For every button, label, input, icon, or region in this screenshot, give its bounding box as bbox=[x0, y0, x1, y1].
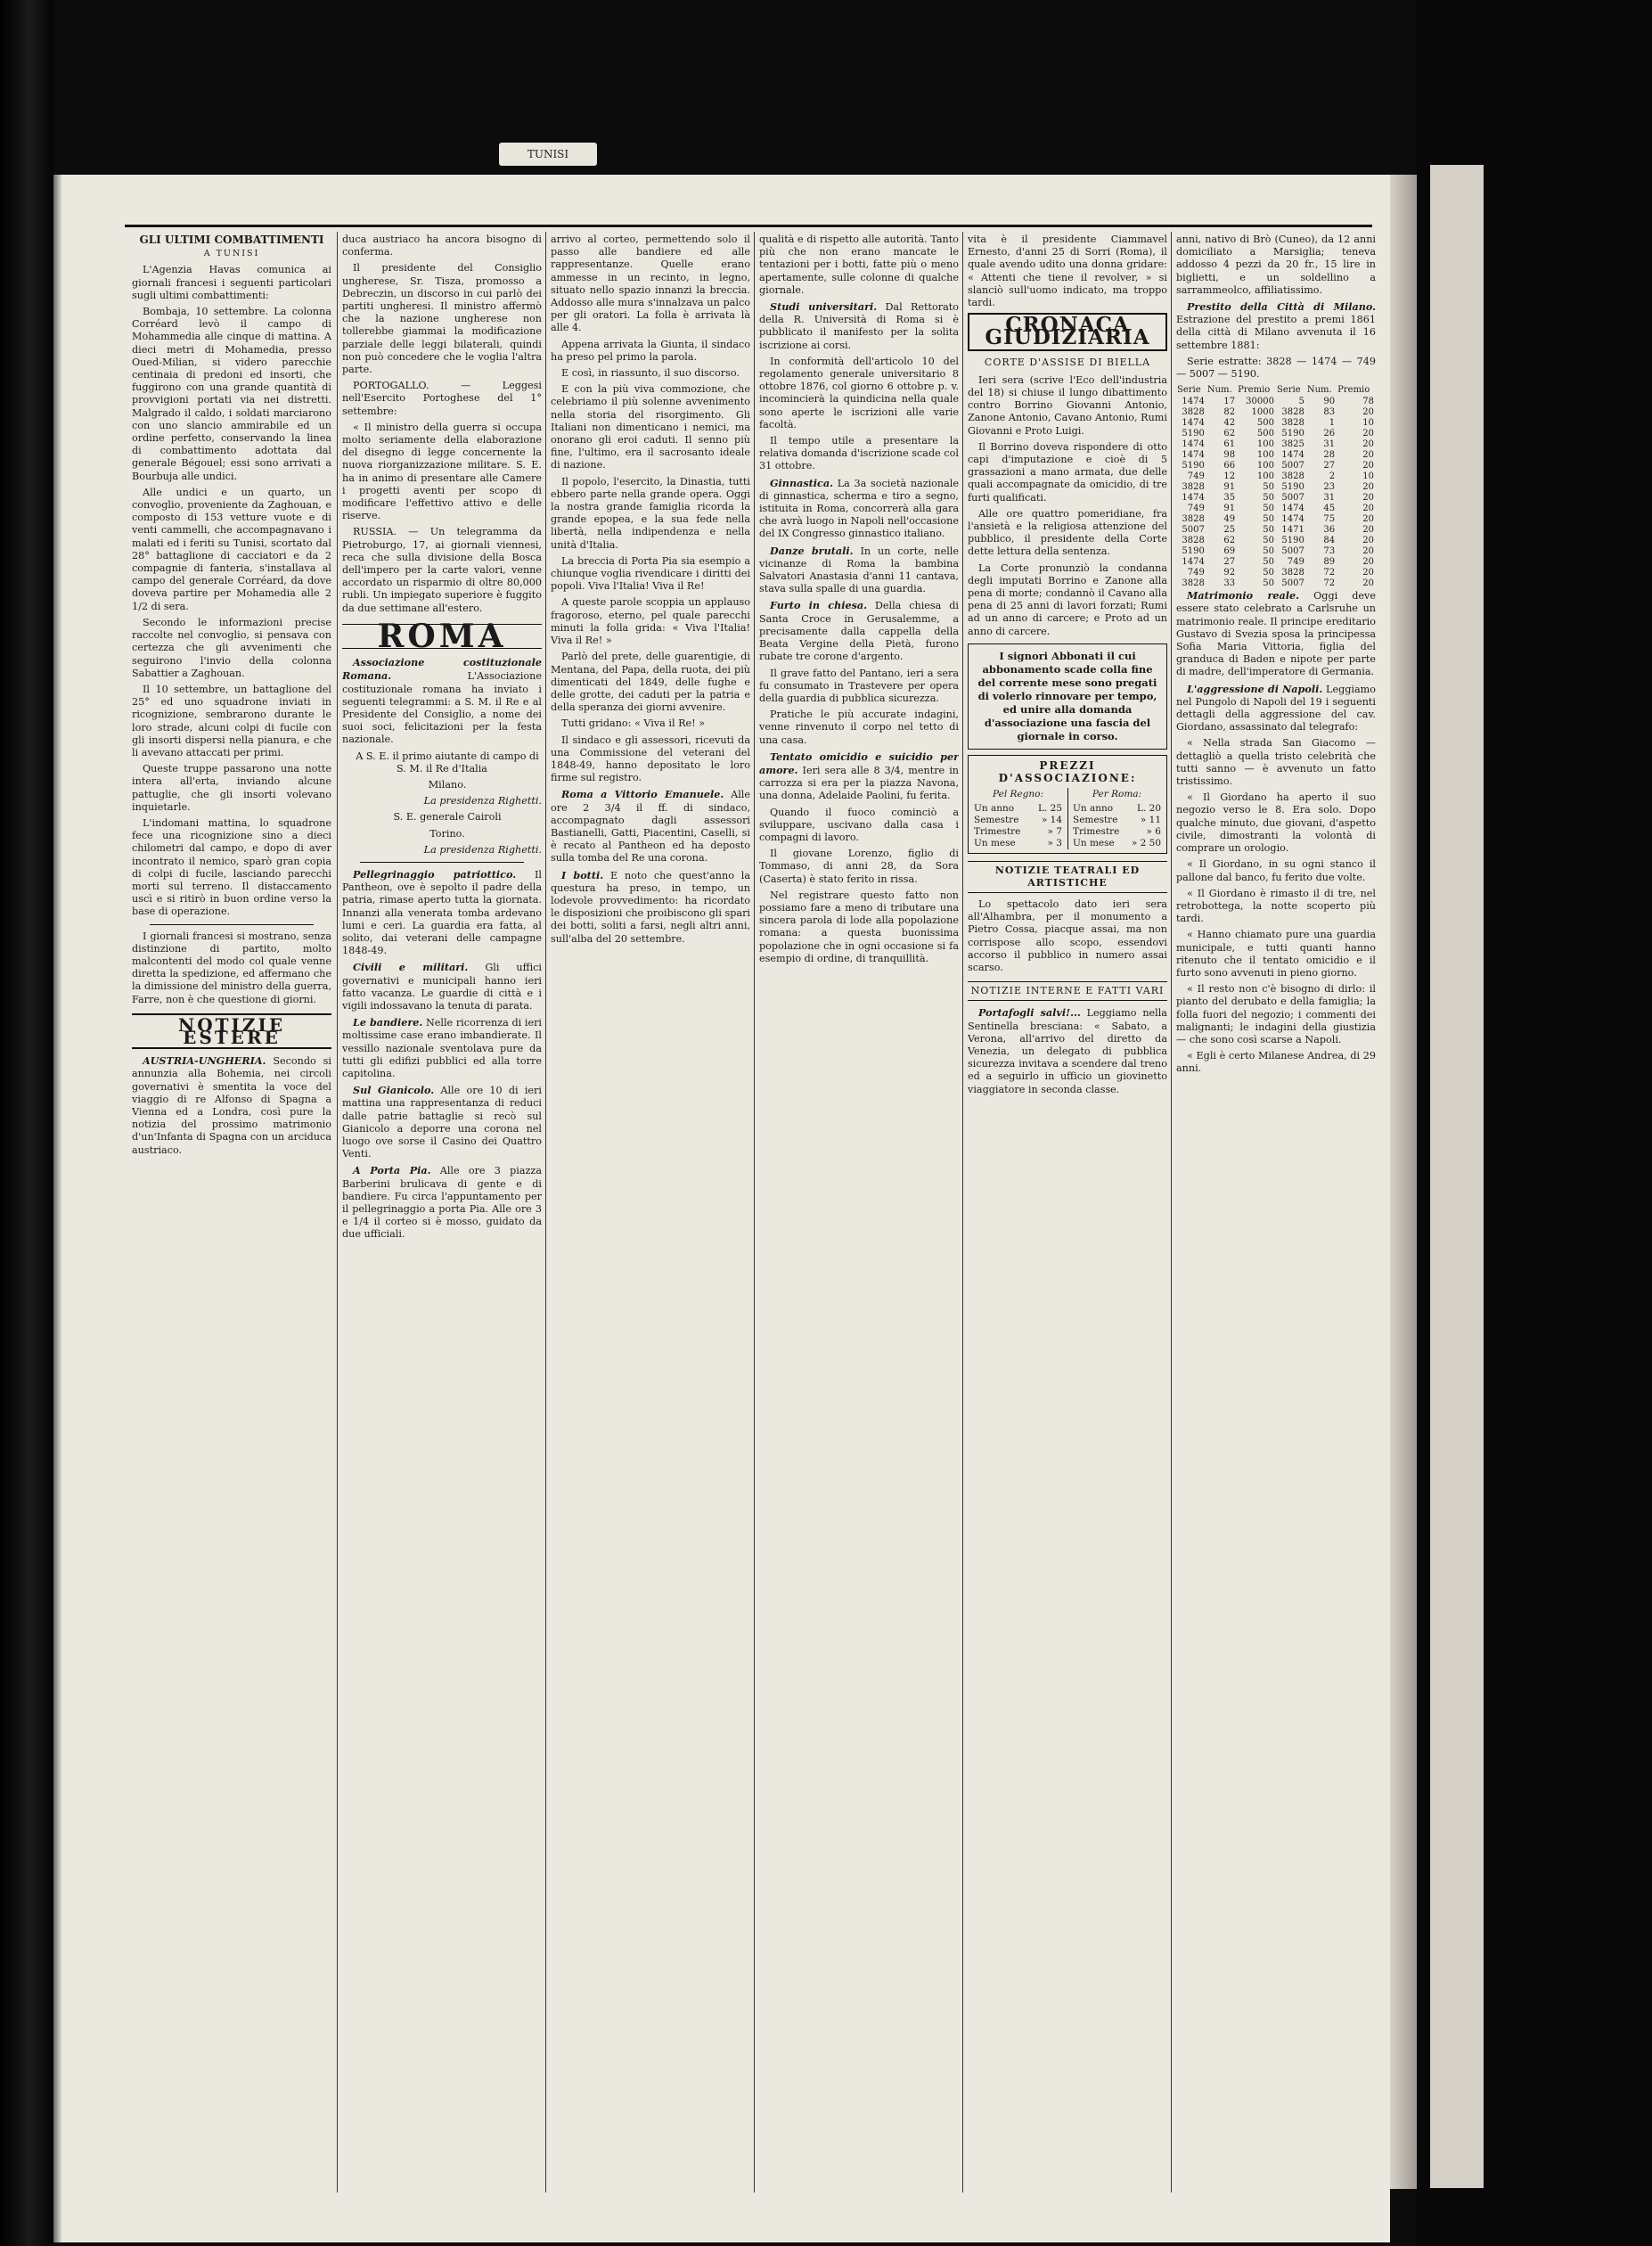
table-cell: 2 bbox=[1329, 471, 1336, 482]
section-text: Il Pantheon, ove è sepolto il padre della patria, rimase aperto tutta la giornata. Innanzi alla venerata tomba ardevano lumi e ceri. La guardia era fatta, al solito, dai veterani delle campagne 1848-49. bbox=[342, 868, 542, 957]
article-paragraph: anni, nativo di Brò (Cuneo), da 12 anni domiciliato a Marsiglia; teneva addosso 4 pezzi da 20 fr., 15 lire in biglietti, e un soldellino a sarrammeolco, affiliatissimo. bbox=[1176, 234, 1376, 296]
table-cell: 1474 bbox=[1281, 514, 1304, 525]
section-title: Studi universitari. bbox=[770, 300, 878, 314]
price-period: Semestre bbox=[1073, 814, 1118, 825]
roma-banner: ROMA bbox=[342, 624, 542, 649]
article-paragraph: RUSSIA. — Un telegramma da Pietroburgo, 17, ai giornali viennesi, reca che sulla divisione della Bosca dell'impero per la carte valori, venne accordato un risparmio di oltre 80,000 rubli. Un impiegato superiore è fuggito da due settimane all'estero. bbox=[342, 526, 542, 614]
section-text: Gli uffici governativi e municipali hanno ieri fatto vacanza. Le guardie di città e i vigili indossavano la tenuta di parata. bbox=[342, 962, 542, 1012]
table-cell: 5007 bbox=[1281, 546, 1304, 557]
table-cell: 84 bbox=[1323, 536, 1336, 546]
section-text: Secondo si annunzia alla Bohemia, nei circoli governativi è smentita la voce del viaggio di re Alfonso di Spagna a Vienna ed a Londra, così pure la notizia del prossimo matrimonio d'un'Infanta di Spagna con un arciduca austriaco. bbox=[132, 1055, 331, 1156]
article-paragraph: E con la più viva commozione, che celebriamo il più solenne avvenimento nella storia del risorgimento. Gli Italiani non dimenticano i nemici, ma onorano gli eroi caduti. Il senno più fine, l'ultimo, era il sacrosanto ideale di nazione. bbox=[551, 383, 750, 471]
table-cell: 20 bbox=[1362, 493, 1374, 504]
price-period: Trimestre bbox=[1073, 825, 1120, 837]
signature: La presidenza Righetti. bbox=[423, 843, 542, 856]
article-paragraph: Quando il fuoco cominciò a sviluppare, uscivano dalla casa i compagni di lavoro. bbox=[759, 806, 959, 843]
table-cell: 20 bbox=[1362, 429, 1374, 439]
table-cell: 50 bbox=[1263, 514, 1274, 525]
notizie-estere-banner: NOTIZIE ESTERE bbox=[132, 1013, 331, 1049]
lottery-table bbox=[1176, 384, 1376, 589]
article-paragraph: Il 10 settembre, un battaglione del 25° ed uno squadrone inviati in ricognizione, sembrarono durante le loro strade, alcuni colpi di fucile con gli insorti dispersi nella pianura, e che li avevano attaccati per primi. bbox=[132, 683, 331, 758]
article-paragraph: La breccia di Porta Pia sia esempio a chiunque voglia rivendicare i diritti dei popoli. Viva l'Italia! Viva il Re! bbox=[551, 554, 750, 593]
section-text: Estrazione del prestito a premi 1861 della città di Milano avvenuta il 16 settembre 1881: bbox=[1176, 314, 1376, 351]
column-header: Premio bbox=[1337, 385, 1370, 396]
table-cell: 42 bbox=[1223, 418, 1236, 429]
article-paragraph: « Hanno chiamato pure una guardia municipale, e tutti quanti hanno ritenuto che il tentato omicidio e il furto sono avvenuti in pieno giorno. bbox=[1176, 929, 1376, 979]
table-cell: 1474 bbox=[1182, 450, 1205, 461]
table-cell: 50 bbox=[1263, 568, 1274, 578]
column-rule bbox=[962, 232, 963, 2193]
section-text: Ieri sera alle 8 3/4, mentre in carrozza si era per la piazza Navona, una donna, Adelaide Paolini, fu ferita. bbox=[759, 764, 959, 802]
divider bbox=[150, 924, 314, 925]
article-paragraph: Alle undici e un quarto, un convoglio, proveniente da Zaghouan, e composto di 153 vetture vuote e di venti cammelli, che accompagnavano i malati ed i feriti su Tunisi, scortato dal 28° battaglione di cacciatori e da 2 compagnie di fanteria, s'installava al campo del generale Corréard, da dove doveva partire per Mohamedia alle 2 1/2 di sera. bbox=[132, 486, 331, 612]
table-row bbox=[1176, 461, 1376, 471]
lottery-table-body bbox=[1176, 397, 1376, 589]
table-row bbox=[1176, 514, 1376, 525]
table-cell: 1474 bbox=[1182, 557, 1205, 568]
divider bbox=[360, 862, 524, 863]
table-row bbox=[1176, 568, 1376, 578]
column-4 bbox=[759, 234, 959, 969]
table-row bbox=[1176, 471, 1376, 482]
section-title: Sul Gianicolo. bbox=[353, 1084, 435, 1097]
section-title: A Porta Pia. bbox=[353, 1164, 431, 1177]
article-paragraph: Lo spettacolo dato ieri sera all'Alhambra, per il monumento a Pietro Cossa, piacque assai, ma non corrispose allo scopo, essendovi accorso il pubblico in numero assai scarso. bbox=[968, 898, 1167, 973]
section-title: Furto in chiesa. bbox=[770, 599, 868, 612]
telegram-recipient: A S. E. il primo aiutante di campo di S. M. il Re d'Italia bbox=[356, 750, 539, 775]
article-paragraph: I giornali francesi si mostrano, senza distinzione di partito, molto malcontenti del modo col quale venne diretta la spedizione, ed affermano che la dimissione del ministro della guerra, Farre, non è che questione di giorni. bbox=[132, 930, 331, 1005]
table-cell: 66 bbox=[1223, 461, 1236, 471]
table-row bbox=[1176, 482, 1376, 493]
section-title: Ginnastica. bbox=[770, 476, 833, 489]
article-paragraph: Secondo le informazioni precise raccolte nel convoglio, si pensava con certezza che gli avvenimenti che seguirono l'invio della colonna Sabattier a Zaghouan. bbox=[132, 616, 331, 679]
table-cell: 100 bbox=[1256, 450, 1274, 461]
table-header-row bbox=[1176, 384, 1376, 397]
table-cell: 3828 bbox=[1281, 471, 1304, 482]
article-paragraph: vita è il presidente Ciammavel Ernesto, d'anni 25 di Sorri (Roma), il quale avendo udito una donna gridare: « Attenti che tiene il revolver, » si slanciò sull'uomo indicato, ma troppo tardi. bbox=[968, 234, 1167, 309]
section-title: Le bandiere. bbox=[353, 1016, 423, 1029]
table-cell: 20 bbox=[1362, 525, 1374, 536]
column-header: Num. bbox=[1306, 385, 1332, 396]
column-rule bbox=[337, 232, 338, 2193]
table-cell: 20 bbox=[1362, 557, 1374, 568]
section-title: Pellegrinaggio patriottico. bbox=[353, 867, 517, 881]
table-row bbox=[1176, 504, 1376, 514]
table-cell: 75 bbox=[1323, 514, 1336, 525]
column-header: Serie bbox=[1276, 385, 1301, 396]
article-paragraph: L'Agenzia Havas comunica ai giornali francesi i seguenti particolari sugli ultimi combattimenti: bbox=[132, 264, 331, 301]
price-value: » 6 bbox=[1146, 825, 1161, 837]
table-cell: 36 bbox=[1323, 525, 1336, 536]
table-cell: 50 bbox=[1263, 493, 1274, 504]
table-row bbox=[1176, 429, 1376, 439]
column-rule bbox=[545, 232, 546, 2193]
price-period: Un anno bbox=[1073, 802, 1114, 814]
prices-roma bbox=[1067, 788, 1161, 848]
section-title: I botti. bbox=[561, 868, 604, 881]
price-period: Un mese bbox=[1073, 837, 1115, 848]
table-row bbox=[1176, 493, 1376, 504]
table-cell: 45 bbox=[1323, 504, 1336, 514]
section-title: AUSTRIA-UNGHERIA. bbox=[143, 1054, 266, 1068]
price-value: » 2 50 bbox=[1131, 837, 1161, 848]
table-cell: 91 bbox=[1223, 482, 1236, 493]
table-cell: 3828 bbox=[1182, 536, 1205, 546]
article-paragraph: A queste parole scoppia un applauso fragoroso, eterno, pel quale parecchi minuti la folla grida: « Viva l'Italia! Viva il Re! » bbox=[551, 596, 750, 647]
column-rule bbox=[754, 232, 755, 2193]
section-title: Roma a Vittorio Emanuele. bbox=[561, 788, 724, 801]
table-cell: 61 bbox=[1223, 439, 1236, 450]
table-row bbox=[1176, 439, 1376, 450]
table-cell: 30000 bbox=[1246, 397, 1274, 407]
column-header: Num. bbox=[1206, 385, 1232, 396]
table-cell: 3828 bbox=[1281, 568, 1304, 578]
telegram-recipient: S. E. generale Cairoli bbox=[393, 811, 502, 824]
article-paragraph: Il sindaco e gli assessori, ricevuti da una Commissione del veterani del 1848-49, hanno depositato le loro firme sul registro. bbox=[551, 734, 750, 784]
price-period: Un anno bbox=[974, 802, 1015, 814]
cronaca-giudiziaria-banner: CRONACA GIUDIZIARIA bbox=[968, 313, 1167, 350]
table-cell: 33 bbox=[1223, 578, 1236, 589]
prices-regno bbox=[974, 788, 1062, 848]
section-text: In un corte, nelle vicinanze di Roma la bambina Salvatori Anastasia d'anni 11 cantava, stava sulla spalle di una guardia. bbox=[759, 545, 959, 595]
table-cell: 20 bbox=[1362, 546, 1374, 557]
column-5 bbox=[968, 234, 1167, 1100]
court-heading: CORTE D'ASSISE DI BIELLA bbox=[984, 356, 1151, 368]
price-period: Semestre bbox=[974, 814, 1019, 825]
subscription-prices-box bbox=[968, 755, 1167, 854]
table-cell: 12 bbox=[1223, 471, 1236, 482]
article-paragraph: Appena arrivata la Giunta, il sindaco ha preso pel primo la parola. bbox=[551, 338, 750, 363]
table-cell: 3825 bbox=[1281, 439, 1304, 450]
table-cell: 1474 bbox=[1182, 418, 1205, 429]
price-value: » 14 bbox=[1041, 814, 1062, 825]
prices-caption: Per Roma: bbox=[1092, 789, 1142, 800]
table-cell: 20 bbox=[1362, 536, 1374, 546]
section-title: Matrimonio reale. bbox=[1187, 589, 1300, 602]
table-cell: 27 bbox=[1323, 461, 1336, 471]
section-text: Leggiamo nella Sentinella bresciana: « Sabato, a Verona, all'arrivo del diretto da Venezia, un delegato di pubblica sicurezza invitava a scendere dal treno ed a seguirlo in ufficio un giovinetto viaggiatore in seconda classe. bbox=[968, 1007, 1167, 1095]
article-paragraph: Il giovane Lorenzo, figlio di Tommaso, di anni 28, da Sora (Caserta) è stato ferito in rissa. bbox=[759, 848, 959, 885]
table-row bbox=[1176, 407, 1376, 418]
table-cell: 3828 bbox=[1281, 407, 1304, 418]
table-cell: 73 bbox=[1323, 546, 1336, 557]
table-row bbox=[1176, 525, 1376, 536]
table-cell: 50 bbox=[1263, 578, 1274, 589]
article-paragraph: « Il resto non c'è bisogno di dirlo: il pianto del derubato e della famiglia; la folla fuori del negozio; i commenti dei malignanti; le indagini della giustizia — che sono così scarse a Napoli. bbox=[1176, 983, 1376, 1045]
table-cell: 3828 bbox=[1182, 482, 1205, 493]
article-paragraph: « Il Giordano è rimasto il di tre, nel retrobottega, la notte scoperto più tardi. bbox=[1176, 887, 1376, 925]
table-cell: 5007 bbox=[1281, 493, 1304, 504]
article-paragraph: Il grave fatto del Pantano, ieri a sera fu consumato in Trastevere per opera della guardia di pubblica sicurezza. bbox=[759, 667, 959, 704]
table-cell: 78 bbox=[1362, 397, 1374, 407]
table-cell: 749 bbox=[1287, 557, 1304, 568]
table-cell: 3828 bbox=[1281, 418, 1304, 429]
section-title: Danze brutali. bbox=[770, 544, 854, 557]
table-cell: 5190 bbox=[1182, 429, 1205, 439]
section-text: Alle ore 2 3/4 il ff. di sindaco, accompagnato dagli assessori Bastianelli, Gatti, Piacentini, Caselli, si è recato al Pantheon ed ha deposto sulla tomba del Re una corona. bbox=[551, 789, 750, 865]
serie-estratte: Serie estratte: 3828 — 1474 — 749 — 5007 — 5190. bbox=[1176, 355, 1376, 381]
section-text: Dal Rettorato della R. Università di Roma si è pubblicato il manifesto per la solita iscrizione ai corsi. bbox=[759, 301, 959, 351]
section-text: La 3a società nazionale di ginnastica, scherma e tiro a segno, istituita in Roma, concorrerà alla gara che avrà luogo in Napoli nell'occasione del IX Congresso ginnastico italiano. bbox=[759, 477, 959, 540]
article-paragraph: L'indomani mattina, lo squadrone fece una ricognizione sino a dieci chilometri dal campo, e dopo di aver incontrato il nemico, sparò gran copia di colpi di fucile, lasciando parecchi morti sul terreno. Il distaccamento uscì e si ritirò in buon ordine verso la base di operazione. bbox=[132, 816, 331, 918]
table-cell: 1474 bbox=[1281, 504, 1304, 514]
table-cell: 20 bbox=[1362, 568, 1374, 578]
article-paragraph: duca austriaco ha ancora bisogno di conferma. bbox=[342, 234, 542, 258]
telegram-city: Milano. bbox=[428, 778, 467, 791]
article-paragraph: « Nella strada San Giacomo — dettagliò a quella tristo celebrità che tutti sanno — è avvenuto un fatto tristissimo. bbox=[1176, 737, 1376, 788]
table-cell: 5007 bbox=[1281, 461, 1304, 471]
section-text: Alle ore 3 piazza Barberini brulicava di gente e di bandiere. Fu circa l'appuntamento per il pellegrinaggio a porta Pia. Alle ore 3 e 1/4 il corteo si è mosso, guidato da due ufficiali. bbox=[342, 1165, 542, 1241]
price-value: » 7 bbox=[1047, 825, 1062, 837]
table-cell: 62 bbox=[1223, 429, 1236, 439]
table-cell: 5190 bbox=[1281, 429, 1304, 439]
table-cell: 20 bbox=[1362, 514, 1374, 525]
section-text: Oggi deve essere stato celebrato a Carlsruhe un matrimonio reale. Il principe ereditario Gustavo di Svezia sposa la principessa Sofia Maria Vittoria, figlia del granduca di Baden e nipote per parte di madre, dell'imperatore di Germania. bbox=[1176, 590, 1376, 678]
article-paragraph: Pratiche le più accurate indagini, venne rinvenuto il corpo nel tetto di una casa. bbox=[759, 709, 959, 746]
column-header: Premio bbox=[1238, 385, 1271, 396]
price-value: » 3 bbox=[1047, 837, 1062, 848]
headline-ultimi-combattimenti: GLI ULTIMI COMBATTIMENTI bbox=[139, 234, 324, 246]
section-text: Leggiamo nel Pungolo di Napoli del 19 i seguenti dettagli della aggressione del cav. Giordano, assassinato dal telegrafo: bbox=[1176, 683, 1376, 734]
table-cell: 5007 bbox=[1182, 525, 1205, 536]
table-cell: 3828 bbox=[1182, 514, 1205, 525]
table-cell: 50 bbox=[1263, 557, 1274, 568]
table-cell: 27 bbox=[1223, 557, 1236, 568]
section-title: Civili e militari. bbox=[353, 961, 469, 974]
teatri-banner: NOTIZIE TEATRALI ED ARTISTICHE bbox=[968, 861, 1167, 893]
page-top-stamp: TUNISI bbox=[499, 143, 597, 166]
table-cell: 1000 bbox=[1251, 407, 1274, 418]
article-paragraph: E così, in riassunto, il suo discorso. bbox=[561, 367, 740, 380]
table-row bbox=[1176, 536, 1376, 546]
header-rule bbox=[125, 225, 1372, 227]
table-cell: 90 bbox=[1323, 397, 1336, 407]
telegram-city: Torino. bbox=[429, 827, 465, 840]
table-cell: 50 bbox=[1263, 536, 1274, 546]
article-paragraph: PORTOGALLO. — Leggesi nell'Esercito Portoghese del 1° settembre: bbox=[342, 380, 542, 417]
section-text: L'Associazione costituzionale romana ha inviato i seguenti telegrammi: a S. M. il Re e al Presidente del Consiglio, a nome dei suoi soci, felicitazioni per la festa nazionale. bbox=[342, 670, 542, 746]
table-cell: 100 bbox=[1256, 439, 1274, 450]
article-paragraph: Alle ore quattro pomeridiane, fra l'ansietà e la religiosa attenzione del pubblico, il presidente della Corte dette lettura della sentenza. bbox=[968, 507, 1167, 558]
table-cell: 89 bbox=[1323, 557, 1336, 568]
section-title: L'aggressione di Napoli. bbox=[1187, 682, 1323, 695]
article-paragraph: Nel registrare questo fatto non possiamo fare a meno di tributare una sincera parola di lode alla popolazione romana: a questa buonissima popolazione che in ogni occasione si fa esempio di ordine, di tranquillità. bbox=[759, 889, 959, 964]
table-cell: 83 bbox=[1323, 407, 1336, 418]
article-paragraph: « Il ministro della guerra si occupa molto seriamente della elaborazione del disegno di legge concernente la nuova riorganizzazione militare. S. E. ha in animo di presentare alle Camere i progetti aventi per scopo di modificare l'effettivo attivo e delle riserve. bbox=[342, 421, 542, 522]
column-6 bbox=[1176, 234, 1376, 1079]
table-cell: 1474 bbox=[1182, 397, 1205, 407]
table-row bbox=[1176, 418, 1376, 429]
article-paragraph: Tutti gridano: « Viva il Re! » bbox=[561, 717, 706, 730]
table-cell: 5 bbox=[1298, 397, 1304, 407]
table-cell: 1474 bbox=[1182, 493, 1205, 504]
table-cell: 5007 bbox=[1281, 578, 1304, 589]
prices-title: PREZZI D'ASSOCIAZIONE: bbox=[998, 758, 1137, 785]
price-period: Un mese bbox=[974, 837, 1016, 848]
table-cell: 72 bbox=[1323, 568, 1336, 578]
table-row bbox=[1176, 578, 1376, 589]
table-cell: 749 bbox=[1187, 568, 1205, 578]
table-cell: 3828 bbox=[1182, 407, 1205, 418]
table-cell: 1474 bbox=[1281, 450, 1304, 461]
table-cell: 25 bbox=[1223, 525, 1236, 536]
section-title: Associazione costituzionale Romana. bbox=[342, 656, 542, 683]
table-row bbox=[1176, 397, 1376, 407]
article-paragraph: Parlò del prete, delle guarentigie, di Mentana, del Papa, della ruota, dei più dimenticati del 1849, delle fughe e delle grotte, dei caduti per la patria e della speranza dei giorni avvenire. bbox=[551, 651, 750, 714]
article-paragraph: Il popolo, l'esercito, la Dinastia, tutti ebbero parte nella grande opera. Oggi la nostra grande famiglia ricorda la grande epopea, e la sua fede nella libertà, nella indipendenza e nella unità d'Italia. bbox=[551, 475, 750, 551]
article-paragraph: In conformità dell'articolo 10 del regolamento generale universitario 8 ottobre 1876, col giorno 6 ottobre p. v. incomincierà la quindicina nella quale sono aperte le iscrizioni alle varie facoltà. bbox=[759, 355, 959, 430]
table-cell: 20 bbox=[1362, 407, 1374, 418]
subscription-notice: I signori Abbonati il cui abbonamento scade colla fine del corrente mese sono pregati di volerlo rinnovare per tempo, ed unire alla domanda d'associazione una fascia del giornale in corso. bbox=[968, 643, 1167, 750]
table-cell: 10 bbox=[1362, 471, 1374, 482]
table-cell: 20 bbox=[1362, 482, 1374, 493]
dateline: A TUNISI bbox=[203, 249, 260, 259]
table-cell: 50 bbox=[1263, 525, 1274, 536]
article-paragraph: « Egli è certo Milanese Andrea, di 29 anni. bbox=[1176, 1050, 1376, 1075]
table-cell: 28 bbox=[1323, 450, 1336, 461]
table-cell: 49 bbox=[1223, 514, 1236, 525]
table-cell: 100 bbox=[1256, 461, 1274, 471]
table-cell: 20 bbox=[1362, 504, 1374, 514]
price-value: L. 20 bbox=[1136, 802, 1161, 814]
table-cell: 69 bbox=[1223, 546, 1236, 557]
table-cell: 500 bbox=[1256, 418, 1274, 429]
page-fold bbox=[1390, 175, 1417, 2189]
book-binding bbox=[0, 0, 53, 2246]
table-cell: 98 bbox=[1223, 450, 1236, 461]
table-cell: 20 bbox=[1362, 450, 1374, 461]
article-paragraph: « Il Giordano, in su ogni stanco il pallone dal banco, fu ferito due volte. bbox=[1176, 858, 1376, 883]
table-cell: 5190 bbox=[1281, 536, 1304, 546]
table-cell: 100 bbox=[1256, 471, 1274, 482]
column-1 bbox=[132, 234, 331, 1160]
article-paragraph: Bombaja, 10 settembre. La colonna Corréard levò il campo di Mohammedia alle cinque di mattina. A dieci metri di Mohamedia, presso Oued-Milian, si videro parecchie centinaia di predoni ed insorti, che fuggirono con una grande quantità di provvigioni portati via nei distretti. Malgrado il caldo, i soldati marciarono con uno slancio ammirabile ed un ordine perfetto, conservando la linea di combattimento adottata dal generale Bégouel; essi sono arrivati a Bourbuja alle undici. bbox=[132, 306, 331, 482]
table-cell: 749 bbox=[1187, 471, 1205, 482]
article-paragraph: arrivo al corteo, permettendo solo il passo alle bandiere ed alle rappresentanze. Quelle erano ammesse in un recinto, in legno, situato nello spazio innanzi la breccia. Addosso alle mura s'innalzava un palco per gli oratori. La folla è arrivata là alle 4. bbox=[551, 234, 750, 334]
interne-banner: NOTIZIE INTERNE E FATTI VARI bbox=[968, 981, 1167, 1001]
table-cell: 50 bbox=[1263, 546, 1274, 557]
table-cell: 31 bbox=[1323, 439, 1336, 450]
section-title: Portafogli salvi!... bbox=[978, 1006, 1081, 1020]
table-cell: 20 bbox=[1362, 578, 1374, 589]
price-value: L. 25 bbox=[1037, 802, 1062, 814]
table-cell: 749 bbox=[1187, 504, 1205, 514]
price-value: » 11 bbox=[1140, 814, 1161, 825]
table-cell: 20 bbox=[1362, 461, 1374, 471]
column-2 bbox=[342, 234, 542, 1245]
table-cell: 35 bbox=[1223, 493, 1236, 504]
table-cell: 1471 bbox=[1281, 525, 1304, 536]
column-header: Serie bbox=[1177, 385, 1201, 396]
table-row bbox=[1176, 557, 1376, 568]
table-cell: 5190 bbox=[1182, 461, 1205, 471]
table-cell: 1 bbox=[1329, 418, 1336, 429]
article-paragraph: Il presidente del Consiglio ungherese, Sr. Tisza, promosso a Debreczin, un discorso in cui parlò dei partiti ungheresi. Il ministro affermò che la nazione ungherese non tollerebbe giammai la modificazione parziale delle leggi bilaterali, quindi non può concedere che le voglia l'altra parte. bbox=[342, 262, 542, 376]
article-paragraph: Queste truppe passarono una notte intera all'erta, inviando alcune pattuglie, che gli insorti volevano inquietarle. bbox=[132, 763, 331, 813]
next-page-edge bbox=[1430, 165, 1484, 2188]
prices-caption: Pel Regno: bbox=[993, 789, 1043, 800]
signature: La presidenza Righetti. bbox=[423, 795, 542, 807]
table-cell: 5190 bbox=[1281, 482, 1304, 493]
table-cell: 10 bbox=[1362, 418, 1374, 429]
section-title: Prestito della Città di Milano. bbox=[1187, 300, 1376, 314]
article-paragraph: Il tempo utile a presentare la relativa domanda d'iscrizione scade col 31 ottobre. bbox=[759, 435, 959, 472]
column-rule bbox=[1171, 232, 1172, 2193]
section-text: Nelle ricorrenza di ieri moltissime case erano imbandierate. Il vessillo nazionale sventolava pure da tutti gli edifizi pubblici ed alla torre capitolina. bbox=[342, 1017, 542, 1079]
column-3 bbox=[551, 234, 750, 949]
section-text: Alle ore 10 di ieri mattina una rappresentanza di reduci dalle patrie battaglie si recò sul Gianicolo a deporre una corona nel luogo ove sorse il Casino dei Quattro Venti. bbox=[342, 1085, 542, 1160]
table-cell: 50 bbox=[1263, 482, 1274, 493]
table-cell: 23 bbox=[1323, 482, 1336, 493]
table-row bbox=[1176, 450, 1376, 461]
table-cell: 92 bbox=[1223, 568, 1236, 578]
table-cell: 500 bbox=[1256, 429, 1274, 439]
table-cell: 26 bbox=[1323, 429, 1336, 439]
table-cell: 91 bbox=[1223, 504, 1236, 514]
section-text: Della chiesa di Santa Croce in Gerusalemme, a precisamente dalla cappella della Beata Vergine della Pietà, furono rubate tre corone d'argento. bbox=[759, 600, 959, 663]
table-cell: 3828 bbox=[1182, 578, 1205, 589]
table-cell: 50 bbox=[1263, 504, 1274, 514]
table-cell: 31 bbox=[1323, 493, 1336, 504]
table-cell: 17 bbox=[1223, 397, 1236, 407]
section-text: E noto che quest'anno la questura ha preso, in tempo, un lodevole provvedimento: ha ricordato le disposizioni che proibiscono gli spari dei botti, soliti a farsi, negli altri anni, sull'alba del 20 settembre. bbox=[551, 869, 750, 945]
table-cell: 62 bbox=[1223, 536, 1236, 546]
section-title: Tentato omicidio e suicidio per amore. bbox=[759, 750, 959, 776]
article-paragraph: Il Borrino doveva rispondere di otto capi d'imputazione e cioè di 5 grassazioni a mano armata, due delle quali accompagnate da omicidio, di tre furti qualificati. bbox=[968, 440, 1167, 504]
article-paragraph: Ieri sera (scrive l'Eco dell'industria del 18) si chiuse il lungo dibattimento contro Borrino Giovanni Antonio, Zanone Antonio, Cavano Antonio, Rumi Giovanni e Proto Luigi. bbox=[968, 373, 1167, 437]
table-cell: 72 bbox=[1323, 578, 1336, 589]
table-cell: 20 bbox=[1362, 439, 1374, 450]
article-paragraph: qualità e di rispetto alle autorità. Tanto più che non erano mancate le tentazioni per i botti, fatte più o meno apertamente, sulle colonne di qualche giornale. bbox=[759, 234, 959, 296]
table-cell: 82 bbox=[1223, 407, 1236, 418]
article-paragraph: La Corte pronunziò la condanna degli imputati Borrino e Zanone alla pena di morte; condannò il Cavano alla pena di 25 anni di lavori forzati; Rumi ad un anno di carcere; e Proto ad un anno di carcere. bbox=[968, 562, 1167, 637]
price-period: Trimestre bbox=[974, 825, 1021, 837]
table-cell: 1474 bbox=[1182, 439, 1205, 450]
table-cell: 5190 bbox=[1182, 546, 1205, 557]
table-row bbox=[1176, 546, 1376, 557]
article-paragraph: « Il Giordano ha aperto il suo negozio verso le 8. Era solo. Dopo qualche minuto, due giovani, d'aspetto civile, dimostranti la volontà di comprare un orologio. bbox=[1176, 791, 1376, 855]
